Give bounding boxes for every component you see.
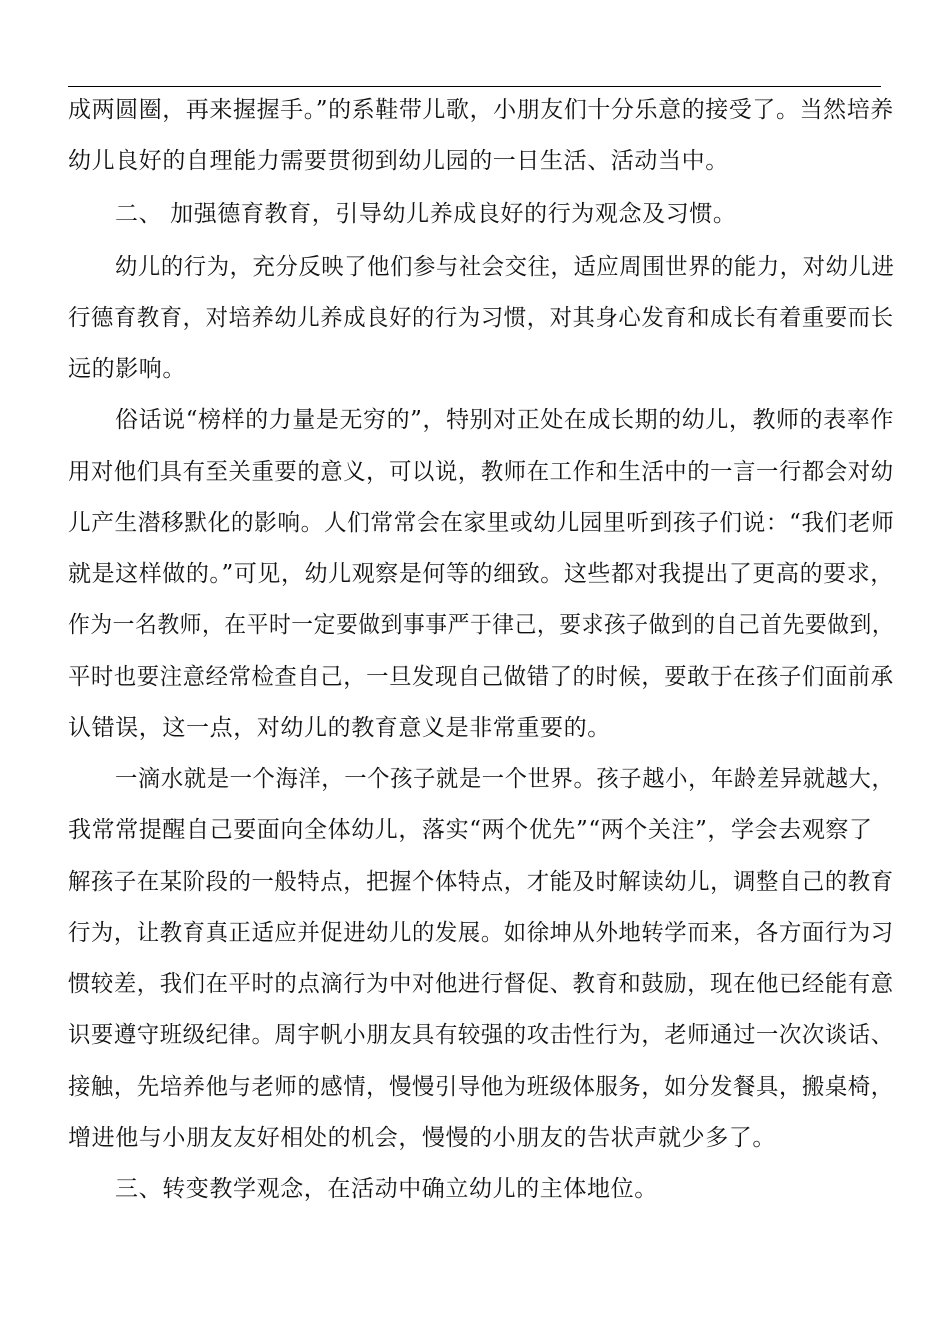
text-line: 接触，先培养他与老师的感情，慢慢引导他为班级体服务，如分发餐具，搬桌椅， — [68, 1074, 894, 1100]
text-line: 行为，让教育真正适应并促进幼儿的发展。如徐坤从外地转学而来，各方面行为习 — [68, 920, 894, 946]
text-line: 惯较差，我们在平时的点滴行为中对他进行督促、教育和鼓励，现在他已经能有意 — [68, 971, 894, 997]
section-heading: 二、 加强德育教育，引导幼儿养成良好的行为观念及习惯。 — [115, 201, 737, 227]
text-line: 成两圆圈，再来握握手。”的系鞋带儿歌，小朋友们十分乐意的接受了。当然培养 — [68, 97, 894, 123]
text-line: 一滴水就是一个海洋，一个孩子就是一个世界。孩子越小，年龄差异就越大， — [115, 766, 895, 792]
text-line: 解孩子在某阶段的一般特点，把握个体特点，才能及时解读幼儿，调整自己的教育 — [68, 869, 894, 895]
section-heading: 三、转变教学观念，在活动中确立幼儿的主体地位。 — [115, 1176, 658, 1202]
text-line: 俗话说“榜样的力量是无穷的”，特别对正处在成长期的幼儿，教师的表率作 — [115, 407, 894, 433]
text-line: 幼儿的行为，充分反映了他们参与社会交往，适应周围世界的能力，对幼儿进 — [115, 254, 895, 280]
text-line: 平时也要注意经常检查自己，一旦发现自己做错了的时候，要敢于在孩子们面前承 — [68, 664, 894, 690]
text-line: 增进他与小朋友友好相处的机会，慢慢的小朋友的告状声就少多了。 — [68, 1125, 776, 1151]
header-rule — [68, 86, 881, 87]
text-line: 识要遵守班级纪律。周宇帆小朋友具有较强的攻击性行为，老师通过一次次谈话、 — [68, 1022, 894, 1048]
text-line: 远的影响。 — [68, 356, 186, 382]
text-line: 儿产生潜移默化的影响。人们常常会在家里或幼儿园里听到孩子们说：“我们老师 — [68, 510, 895, 536]
text-line: 作为一名教师，在平时一定要做到事事严于律己，要求孩子做到的自己首先要做到， — [68, 612, 895, 638]
text-line: 行德育教育，对培养幼儿养成良好的行为习惯，对其身心发育和成长有着重要而长 — [68, 305, 894, 331]
text-line: 用对他们具有至关重要的意义，可以说，教师在工作和生活中的一言一行都会对幼 — [68, 459, 894, 485]
text-line: 就是这样做的。”可见，幼儿观察是何等的细致。这些都对我提出了更高的要求， — [68, 561, 894, 587]
text-line: 我常常提醒自己要面向全体幼儿，落实“两个优先”“两个关注”，学会去观察了 — [68, 817, 873, 843]
text-line: 认错误，这一点，对幼儿的教育意义是非常重要的。 — [68, 715, 611, 741]
text-line: 幼儿良好的自理能力需要贯彻到幼儿园的一日生活、活动当中。 — [68, 148, 729, 174]
